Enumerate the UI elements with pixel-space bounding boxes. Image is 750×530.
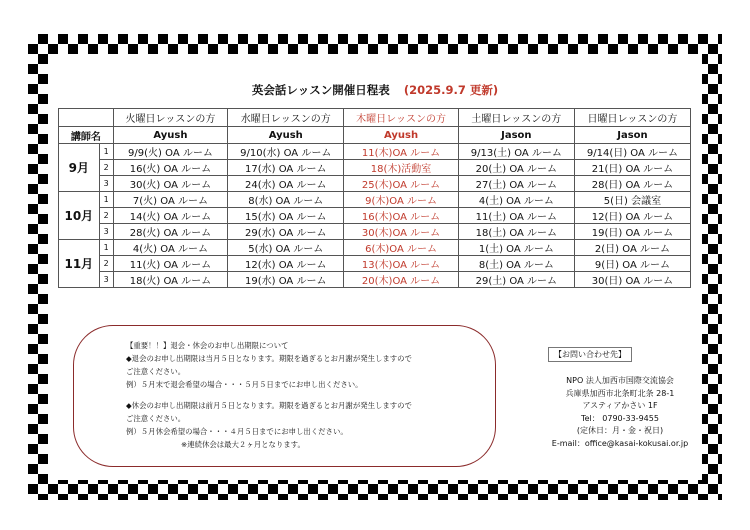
day-header-thu: 木曜日レッスンの方 [344,109,459,127]
lesson-cell: 8(水) OA ルーム [228,192,344,208]
month-label: 10月 [59,192,100,240]
schedule-row [59,192,691,208]
lesson-cell: 21(日) OA ルーム [574,160,690,176]
lesson-number: 3 [99,224,113,240]
lesson-number: 2 [99,160,113,176]
notice-line: ◆退会のお申し出期限は当月５日となります。期限を過ぎるとお月謝が発生しますので [126,354,412,363]
lesson-cell: 5(日) 会議室 [574,192,690,208]
contact-label: 【お問い合わせ先】 [548,347,632,362]
lesson-cell: 8(土) OA ルーム [458,256,574,272]
lesson-cell: 17(水) OA ルーム [228,160,344,176]
schedule-body [59,144,691,288]
lesson-cell: 12(水) OA ルーム [228,256,344,272]
lesson-cell: 4(火) OA ルーム [113,240,228,256]
lesson-cell: 9/9(火) OA ルーム [113,144,228,160]
page-title [0,82,750,98]
teacher-tue: Ayush [113,127,228,144]
notice-line: ◆休会のお申し出期限は前月５日となります。期限を過ぎるとお月謝が発生しますので [126,401,412,410]
lesson-cell: 20(土) OA ルーム [458,160,574,176]
notice-line: ご注意ください。 [126,367,186,376]
teacher-label: 講師名 [59,127,114,144]
lesson-number: 2 [99,256,113,272]
teacher-sat: Jason [458,127,574,144]
lesson-cell: 18(土) OA ルーム [458,224,574,240]
schedule-row [59,208,691,224]
lesson-cell: 9/13(土) OA ルーム [458,144,574,160]
lesson-cell: 14(火) OA ルーム [113,208,228,224]
notice-line: ご注意ください。 [126,414,186,423]
notice-heading: 【重要！！】退会・休会のお申し出期限について [126,341,289,350]
lesson-cell: 24(水) OA ルーム [228,176,344,192]
updated-date: (2025.9.7 更新) [403,83,499,97]
lesson-cell: 28(日) OA ルーム [574,176,690,192]
schedule-row [59,144,691,160]
lesson-number: 3 [99,176,113,192]
teacher-thu: Ayush [344,127,459,144]
corner-cell [59,109,114,127]
lesson-number: 1 [99,144,113,160]
notice-line: 例）５月休会希望の場合・・・４月５日までにお申し出ください。 [126,427,348,436]
schedule-row [59,272,691,288]
lesson-cell: 29(水) OA ルーム [228,224,344,240]
month-label: 11月 [59,240,100,288]
lesson-number: 3 [99,272,113,288]
lesson-cell: 7(火) OA ルーム [113,192,228,208]
lesson-cell: 9(木)OA ルーム [344,192,459,208]
day-header-wed: 水曜日レッスンの方 [228,109,344,127]
day-header-row [59,109,691,127]
lesson-cell: 28(火) OA ルーム [113,224,228,240]
closed-days: (定休日：月・金・祝日) [576,426,664,435]
contact-info [520,375,720,450]
lesson-cell: 25(木)OA ルーム [344,176,459,192]
month-label: 9月 [59,144,100,192]
lesson-cell: 2(日) OA ルーム [574,240,690,256]
day-header-tue: 火曜日レッスンの方 [113,109,228,127]
lesson-cell: 5(水) OA ルーム [228,240,344,256]
lesson-cell: 6(木)OA ルーム [344,240,459,256]
lesson-cell: 16(火) OA ルーム [113,160,228,176]
lesson-number: 2 [99,208,113,224]
lesson-cell: 19(日) OA ルーム [574,224,690,240]
title-text: 英会話レッスン開催日程表 [251,83,390,97]
email: E-mail：office@kasai-kokusai.or.jp [551,438,689,448]
cancellation-notice [73,325,496,467]
lesson-cell: 13(木)OA ルーム [344,256,459,272]
lesson-cell: 20(木)OA ルーム [344,272,459,288]
phone: Tel： 0790-33-9455 [581,413,659,423]
notice-line: ※連続休会は最大２ヶ月となります。 [181,440,305,449]
building: アスティアかさい 1F [582,401,658,410]
schedule-row [59,176,691,192]
lesson-cell: 11(土) OA ルーム [458,208,574,224]
lesson-cell: 9/14(日) OA ルーム [574,144,690,160]
lesson-cell: 11(木)OA ルーム [344,144,459,160]
notice-line: 例）５月末で退会希望の場合・・・５月５日までにお申し出ください。 [126,380,363,389]
lesson-cell: 12(日) OA ルーム [574,208,690,224]
schedule-row [59,256,691,272]
day-header-sun: 日曜日レッスンの方 [574,109,690,127]
lesson-cell: 15(水) OA ルーム [228,208,344,224]
lesson-cell: 11(火) OA ルーム [113,256,228,272]
lesson-cell: 18(木)活動室 [344,160,459,176]
lesson-cell: 16(木)OA ルーム [344,208,459,224]
lesson-cell: 30(火) OA ルーム [113,176,228,192]
teacher-wed: Ayush [228,127,344,144]
lesson-cell: 9(日) OA ルーム [574,256,690,272]
lesson-cell: 18(火) OA ルーム [113,272,228,288]
teacher-sun: Jason [574,127,690,144]
lesson-cell: 30(木)OA ルーム [344,224,459,240]
day-header-sat: 土曜日レッスンの方 [458,109,574,127]
lesson-cell: 29(土) OA ルーム [458,272,574,288]
lesson-cell: 27(土) OA ルーム [458,176,574,192]
schedule-table [58,108,691,288]
lesson-number: 1 [99,192,113,208]
lesson-cell: 4(土) OA ルーム [458,192,574,208]
lesson-cell: 9/10(水) OA ルーム [228,144,344,160]
address: 兵庫県加西市北条町北条 28-1 [565,388,675,398]
schedule-row [59,224,691,240]
lesson-cell: 19(水) OA ルーム [228,272,344,288]
teacher-row [59,127,691,144]
org-name: NPO 法人加西市国際交流協会 [566,376,674,385]
lesson-cell: 1(土) OA ルーム [458,240,574,256]
lesson-cell: 30(日) OA ルーム [574,272,690,288]
schedule-row [59,160,691,176]
lesson-number: 1 [99,240,113,256]
schedule-row [59,240,691,256]
